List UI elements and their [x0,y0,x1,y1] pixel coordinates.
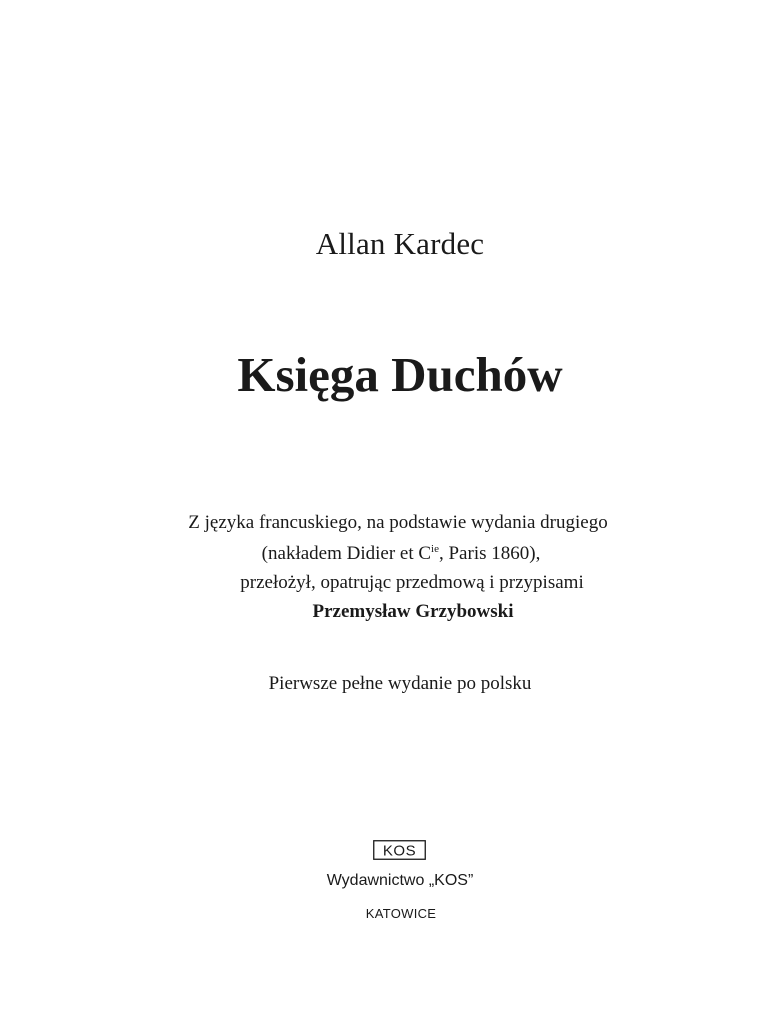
publisher-name: Wydawnictwo „KOS” [326,872,474,889]
publisher-logo-text: KOS [382,842,417,860]
translation-note-line-1: Z języka francuskiego, na podstawie wydania drugiego [188,512,608,533]
book-title: Księga Duchów [237,347,563,402]
translation-note-line-3: przełożył, opatrując przedmową i przypisami [240,572,584,593]
translator-name: Przemysław Grzybowski [312,601,514,622]
translation-note-line-2 [262,543,541,565]
edition-source-superscript: ie [431,543,439,555]
edition-source-text: (nakładem Didier et C [261,543,432,564]
edition-note: Pierwsze pełne wydanie po polsku [268,673,532,694]
publisher-logo [373,840,426,860]
publisher-city: KATOWICE [365,906,437,921]
edition-source-suffix: , Paris 1860), [438,543,541,564]
author-name: Allan Kardec [315,226,485,261]
